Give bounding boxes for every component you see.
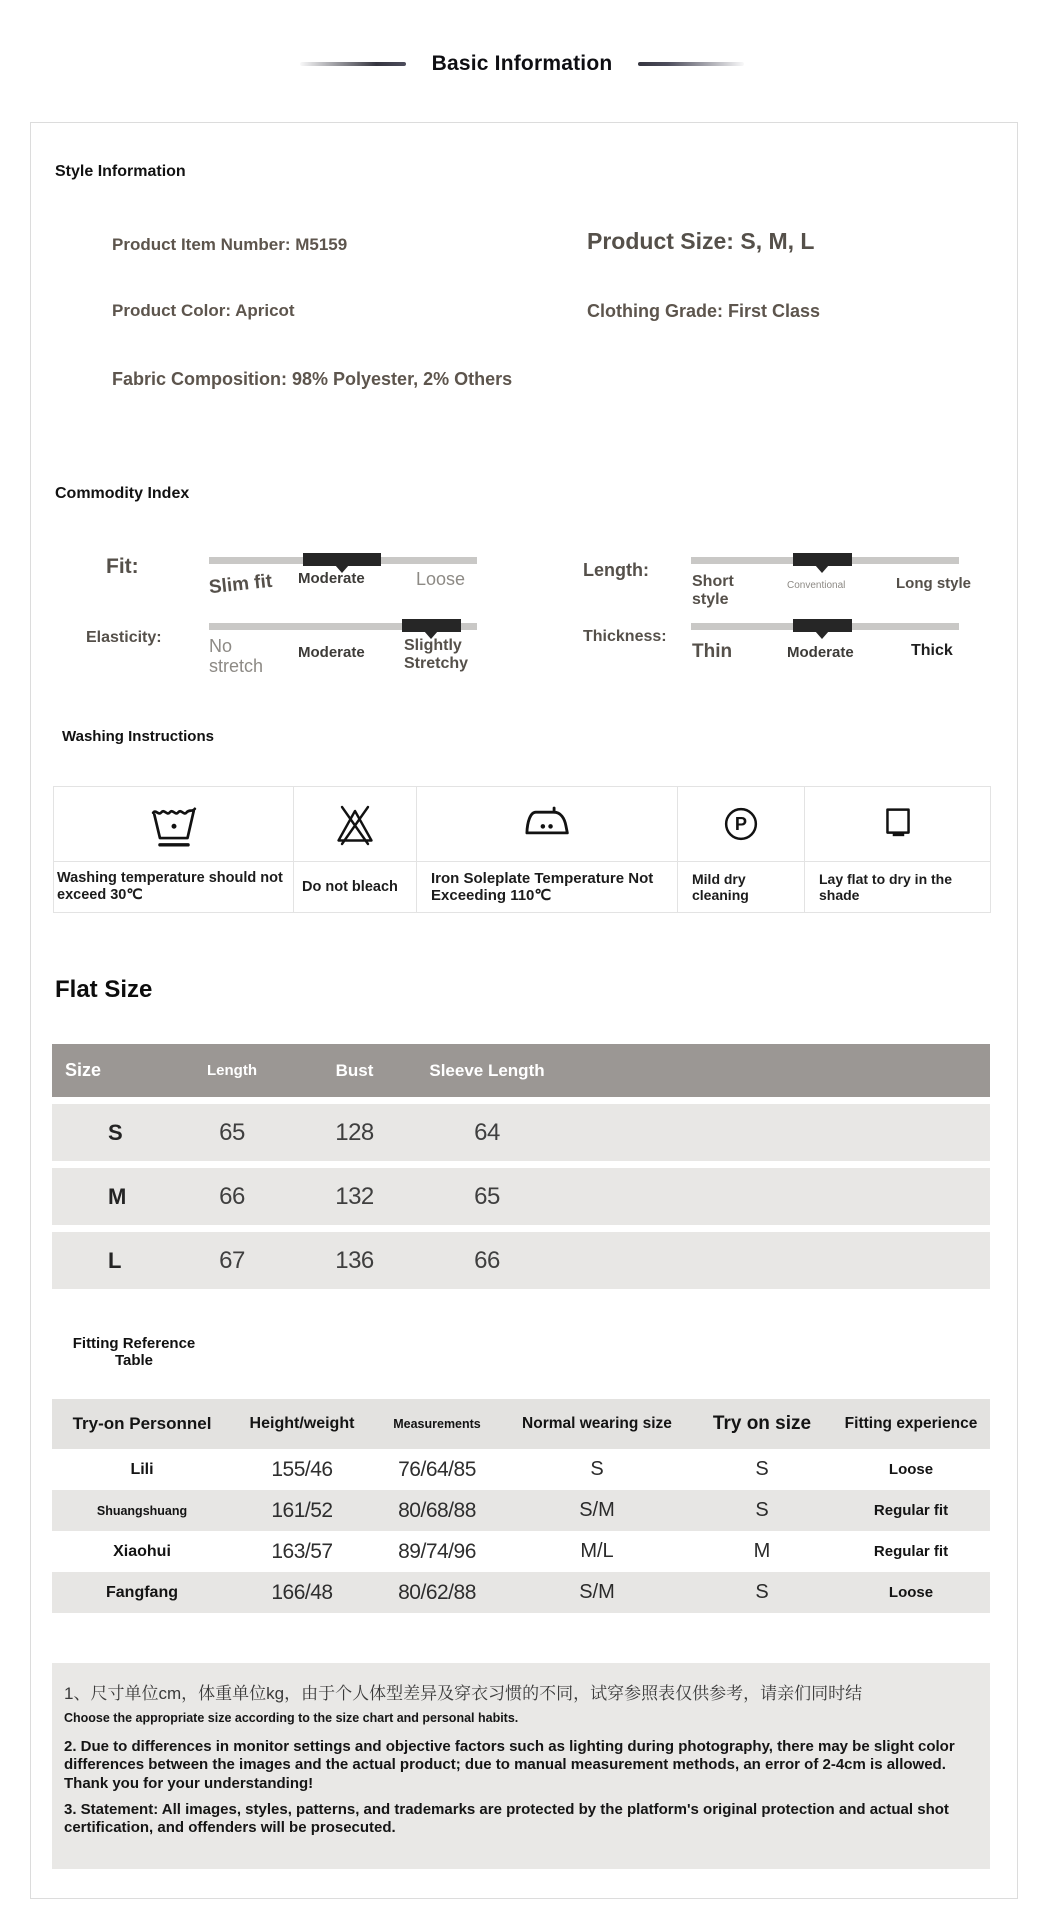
commodity-index-title: Commodity Index xyxy=(55,485,190,502)
length-cell: 67 xyxy=(219,1246,245,1274)
height-weight-cell: 163/57 xyxy=(271,1539,333,1563)
flat-size-header xyxy=(52,1044,990,1097)
style-information-title: Style Information xyxy=(55,163,186,180)
wash-caption-5: Lay flat to dry in the shade xyxy=(819,871,953,904)
measurements-cell: 76/64/85 xyxy=(398,1457,476,1481)
fitting-reference-table xyxy=(52,1399,990,1613)
length-option-long: Long style xyxy=(896,575,972,592)
tryon-size-cell: S xyxy=(755,1581,769,1603)
sleeve-cell: 65 xyxy=(474,1182,500,1210)
thickness-label: Thickness: xyxy=(583,628,667,645)
banner-divider-right xyxy=(638,62,744,66)
normal-size-cell: S/M xyxy=(579,1499,615,1521)
elasticity-option-none: No stretch xyxy=(209,636,264,676)
measurements-cell: 80/68/88 xyxy=(398,1498,476,1522)
table-row xyxy=(52,1572,990,1613)
note-statement: 3. Statement: All images, styles, patterns, and trademarks are protected by the platform's original protection and actual shot certification, and offenders will be prosecuted. xyxy=(64,1800,949,1837)
size-cell: S xyxy=(108,1119,123,1145)
table-row xyxy=(52,1449,990,1490)
fit-slider-indicator xyxy=(303,553,381,566)
tryon-size-cell: S xyxy=(755,1458,769,1480)
thickness-slider xyxy=(691,623,959,630)
bust-cell: 136 xyxy=(335,1246,374,1274)
fit-option-loose: Loose xyxy=(416,569,466,589)
dry-clean-p-icon xyxy=(678,787,805,861)
info-card xyxy=(30,122,1018,1899)
banner xyxy=(0,44,1044,84)
normal-size-cell: S/M xyxy=(579,1581,615,1603)
column-header-experience: Fitting experience xyxy=(844,1415,978,1432)
experience-cell: Loose xyxy=(888,1461,934,1478)
bust-cell: 128 xyxy=(335,1118,374,1146)
product-size: Product Size: S, M, L xyxy=(587,228,815,254)
fabric-composition: Fabric Composition: 98% Polyester, 2% Others xyxy=(112,369,513,389)
column-header-length: Length xyxy=(207,1062,257,1079)
experience-cell: Loose xyxy=(888,1584,934,1601)
tryon-size-cell: S xyxy=(755,1499,769,1521)
wash-caption-2: Do not bleach xyxy=(294,862,417,912)
wash-30-icon xyxy=(54,787,294,861)
elasticity-slider xyxy=(209,623,477,630)
washing-icon-row xyxy=(54,787,990,861)
elasticity-slider-indicator xyxy=(402,619,461,632)
washing-table xyxy=(53,786,991,913)
page-title: Basic Information xyxy=(431,52,613,75)
column-header-sleeve: Sleeve Length xyxy=(429,1060,545,1080)
fit-option-slim: Slim fit xyxy=(207,570,274,599)
height-weight-cell: 166/48 xyxy=(271,1580,333,1604)
note-color-difference: 2. Due to differences in monitor settings and objective factors such as lighting during photography, there may be slight color differences between the images and the actual product; due to manual measurement methods, an error of 2-4cm is allowed. Thank you for your understanding! xyxy=(64,1738,955,1792)
wash-caption-4: Mild dry cleaning xyxy=(678,862,805,912)
height-weight-cell: 155/46 xyxy=(271,1457,333,1481)
fitting-table-header xyxy=(52,1399,990,1449)
column-header-tryon-size: Try on size xyxy=(712,1413,812,1434)
column-header-height-weight: Height/weight xyxy=(249,1415,355,1432)
column-header-normal-size: Normal wearing size xyxy=(522,1415,672,1432)
thickness-option-moderate: Moderate xyxy=(787,644,854,661)
fit-slider xyxy=(209,557,477,564)
measurements-cell: 80/62/88 xyxy=(398,1580,476,1604)
table-row xyxy=(52,1531,990,1572)
product-color: Product Color: Apricot xyxy=(112,301,295,320)
experience-cell: Regular fit xyxy=(873,1543,949,1560)
flat-size-table xyxy=(52,1044,990,1289)
note-choose-size: Choose the appropriate size according to the size chart and personal habits. xyxy=(64,1711,519,1725)
dry-flat-icon xyxy=(805,787,990,861)
flat-size-title: Flat Size xyxy=(55,976,153,1003)
sleeve-cell: 66 xyxy=(474,1246,500,1274)
length-option-short: Short style xyxy=(692,573,734,608)
height-weight-cell: 161/52 xyxy=(271,1498,333,1522)
wash-caption-3: Iron Soleplate Temperature Not Exceeding 110℃ xyxy=(417,862,678,912)
note-size-units-cn: 1、尺寸单位cm，体重单位kg，由于个人体型差异及穿衣习惯的不同，试穿参照表仅供参考，请亲们同时结 xyxy=(64,1684,863,1703)
column-header-measurements: Measurements xyxy=(393,1417,481,1431)
personnel-cell: Fangfang xyxy=(106,1583,178,1601)
sleeve-cell: 64 xyxy=(474,1118,500,1146)
thickness-option-thin: Thin xyxy=(692,641,733,662)
elasticity-label: Elasticity: xyxy=(86,629,162,646)
elasticity-option-moderate: Moderate xyxy=(298,644,365,661)
wash-caption-1: Washing temperature should not exceed 30℃ xyxy=(54,862,294,912)
experience-cell: Regular fit xyxy=(873,1502,949,1519)
length-cell: 65 xyxy=(219,1118,245,1146)
banner-divider-left xyxy=(300,62,406,66)
length-slider-indicator xyxy=(793,553,852,566)
table-row xyxy=(52,1104,990,1161)
thickness-slider-indicator xyxy=(793,619,852,632)
size-cell: L xyxy=(108,1247,122,1273)
length-slider xyxy=(691,557,959,564)
table-row xyxy=(52,1490,990,1531)
column-header-size: Size xyxy=(65,1060,102,1080)
table-row xyxy=(52,1232,990,1289)
personnel-cell: Xiaohui xyxy=(113,1542,171,1560)
personnel-cell: Lili xyxy=(130,1460,154,1478)
thickness-option-thick: Thick xyxy=(911,642,953,659)
personnel-cell: Shuangshuang xyxy=(96,1503,188,1518)
washing-caption-row xyxy=(54,861,990,912)
bust-cell: 132 xyxy=(335,1182,374,1210)
svg-text:P: P xyxy=(734,814,748,835)
table-row xyxy=(52,1168,990,1225)
normal-size-cell: M/L xyxy=(580,1540,614,1562)
iron-icon xyxy=(417,787,678,861)
fitting-reference-title: Fitting Reference Table xyxy=(72,1335,196,1370)
do-not-bleach-icon xyxy=(294,787,417,861)
washing-instructions-title: Washing Instructions xyxy=(62,728,214,745)
normal-size-cell: S xyxy=(590,1458,604,1480)
notes-panel xyxy=(52,1663,990,1869)
size-cell: M xyxy=(108,1183,127,1209)
measurements-cell: 89/74/96 xyxy=(398,1539,476,1563)
fit-option-moderate: Moderate xyxy=(298,570,365,587)
product-item-number: Product Item Number: M5159 xyxy=(112,235,348,254)
length-option-conventional: Conventional xyxy=(787,580,846,591)
length-cell: 66 xyxy=(219,1182,245,1210)
tryon-size-cell: M xyxy=(753,1540,771,1562)
elasticity-option-stretchy: Slightly Stretchy xyxy=(404,637,469,672)
column-header-personnel: Try-on Personnel xyxy=(72,1414,212,1433)
clothing-grade: Clothing Grade: First Class xyxy=(587,301,821,321)
fit-label: Fit: xyxy=(106,555,139,578)
column-header-bust: Bust xyxy=(335,1060,374,1080)
length-label: Length: xyxy=(583,560,649,580)
